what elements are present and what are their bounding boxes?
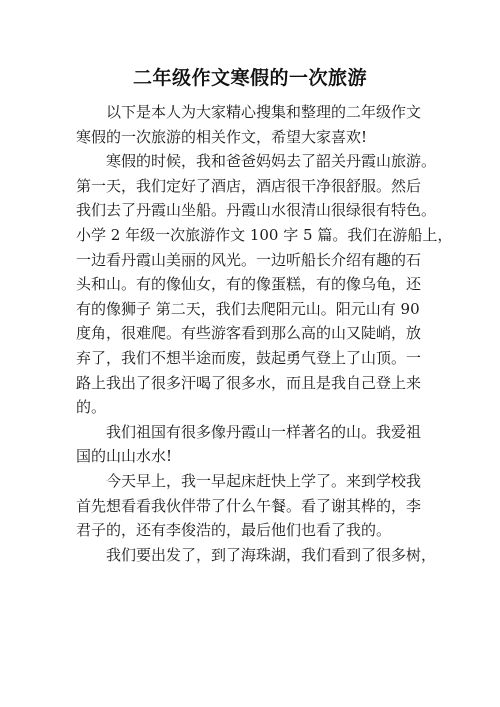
text-line: 有的像狮子 第二天，我们去爬阳元山。阳元山有 90 [76,299,420,318]
paragraph [76,469,436,543]
paragraph [76,420,436,469]
text-line: 寒假的时候，我和爸爸妈妈去了韶关丹霞山旅游。 [106,152,437,171]
paragraph [76,543,436,568]
text-line: 弃了，我们不想半途而废，鼓起勇气登上了山顶。一 [76,348,422,367]
text-line: 第一天，我们定好了酒店，酒店很干净很舒服。然后 [76,176,422,195]
text-line: 首先想看看我伙伴带了什么午餐。看了谢其桦的，李 [76,496,422,515]
paragraph [76,149,453,420]
text-line: 国的山山水水! [76,447,173,466]
text-line: 度角，很难爬。有些游客看到那么高的山又陡峭，放 [76,324,422,343]
text-line: 一边看丹霞山美丽的风光。一边听船长介绍有趣的石 [76,250,422,269]
text-line: 头和山。有的像仙女，有的像蛋糕，有的像乌龟，还 [76,275,422,294]
text-line: 我们要出发了，到了海珠湖，我们看到了很多树， [106,545,437,564]
text-line: 我们祖国有很多像丹霞山一样著名的山。我爱祖 [106,422,422,441]
document-title: 二年级作文寒假的一次旅游 [132,67,367,89]
text-line: 今天早上，我一早起床赶快上学了。来到学校我 [106,471,422,490]
text-line: 寒假的一次旅游的相关作文，希望大家喜欢! [76,127,368,146]
text-line: 我们去了丹霞山坐船。丹霞山水很清山很绿很有特色。 [76,201,437,220]
document-body [76,100,453,567]
text-line: 的。 [76,398,107,417]
paragraph [76,100,436,149]
text-line: 小学 2 年级一次旅游作文 100 字 5 篇。我们在游船上， [76,225,453,244]
text-line: 君子的，还有李俊浩的，最后他们也看了我的。 [76,521,392,540]
text-line: 以下是本人为大家精心搜集和整理的二年级作文 [106,103,422,121]
text-line: 路上我出了很多汗喝了很多水，而且是我自己登上来 [76,373,422,392]
